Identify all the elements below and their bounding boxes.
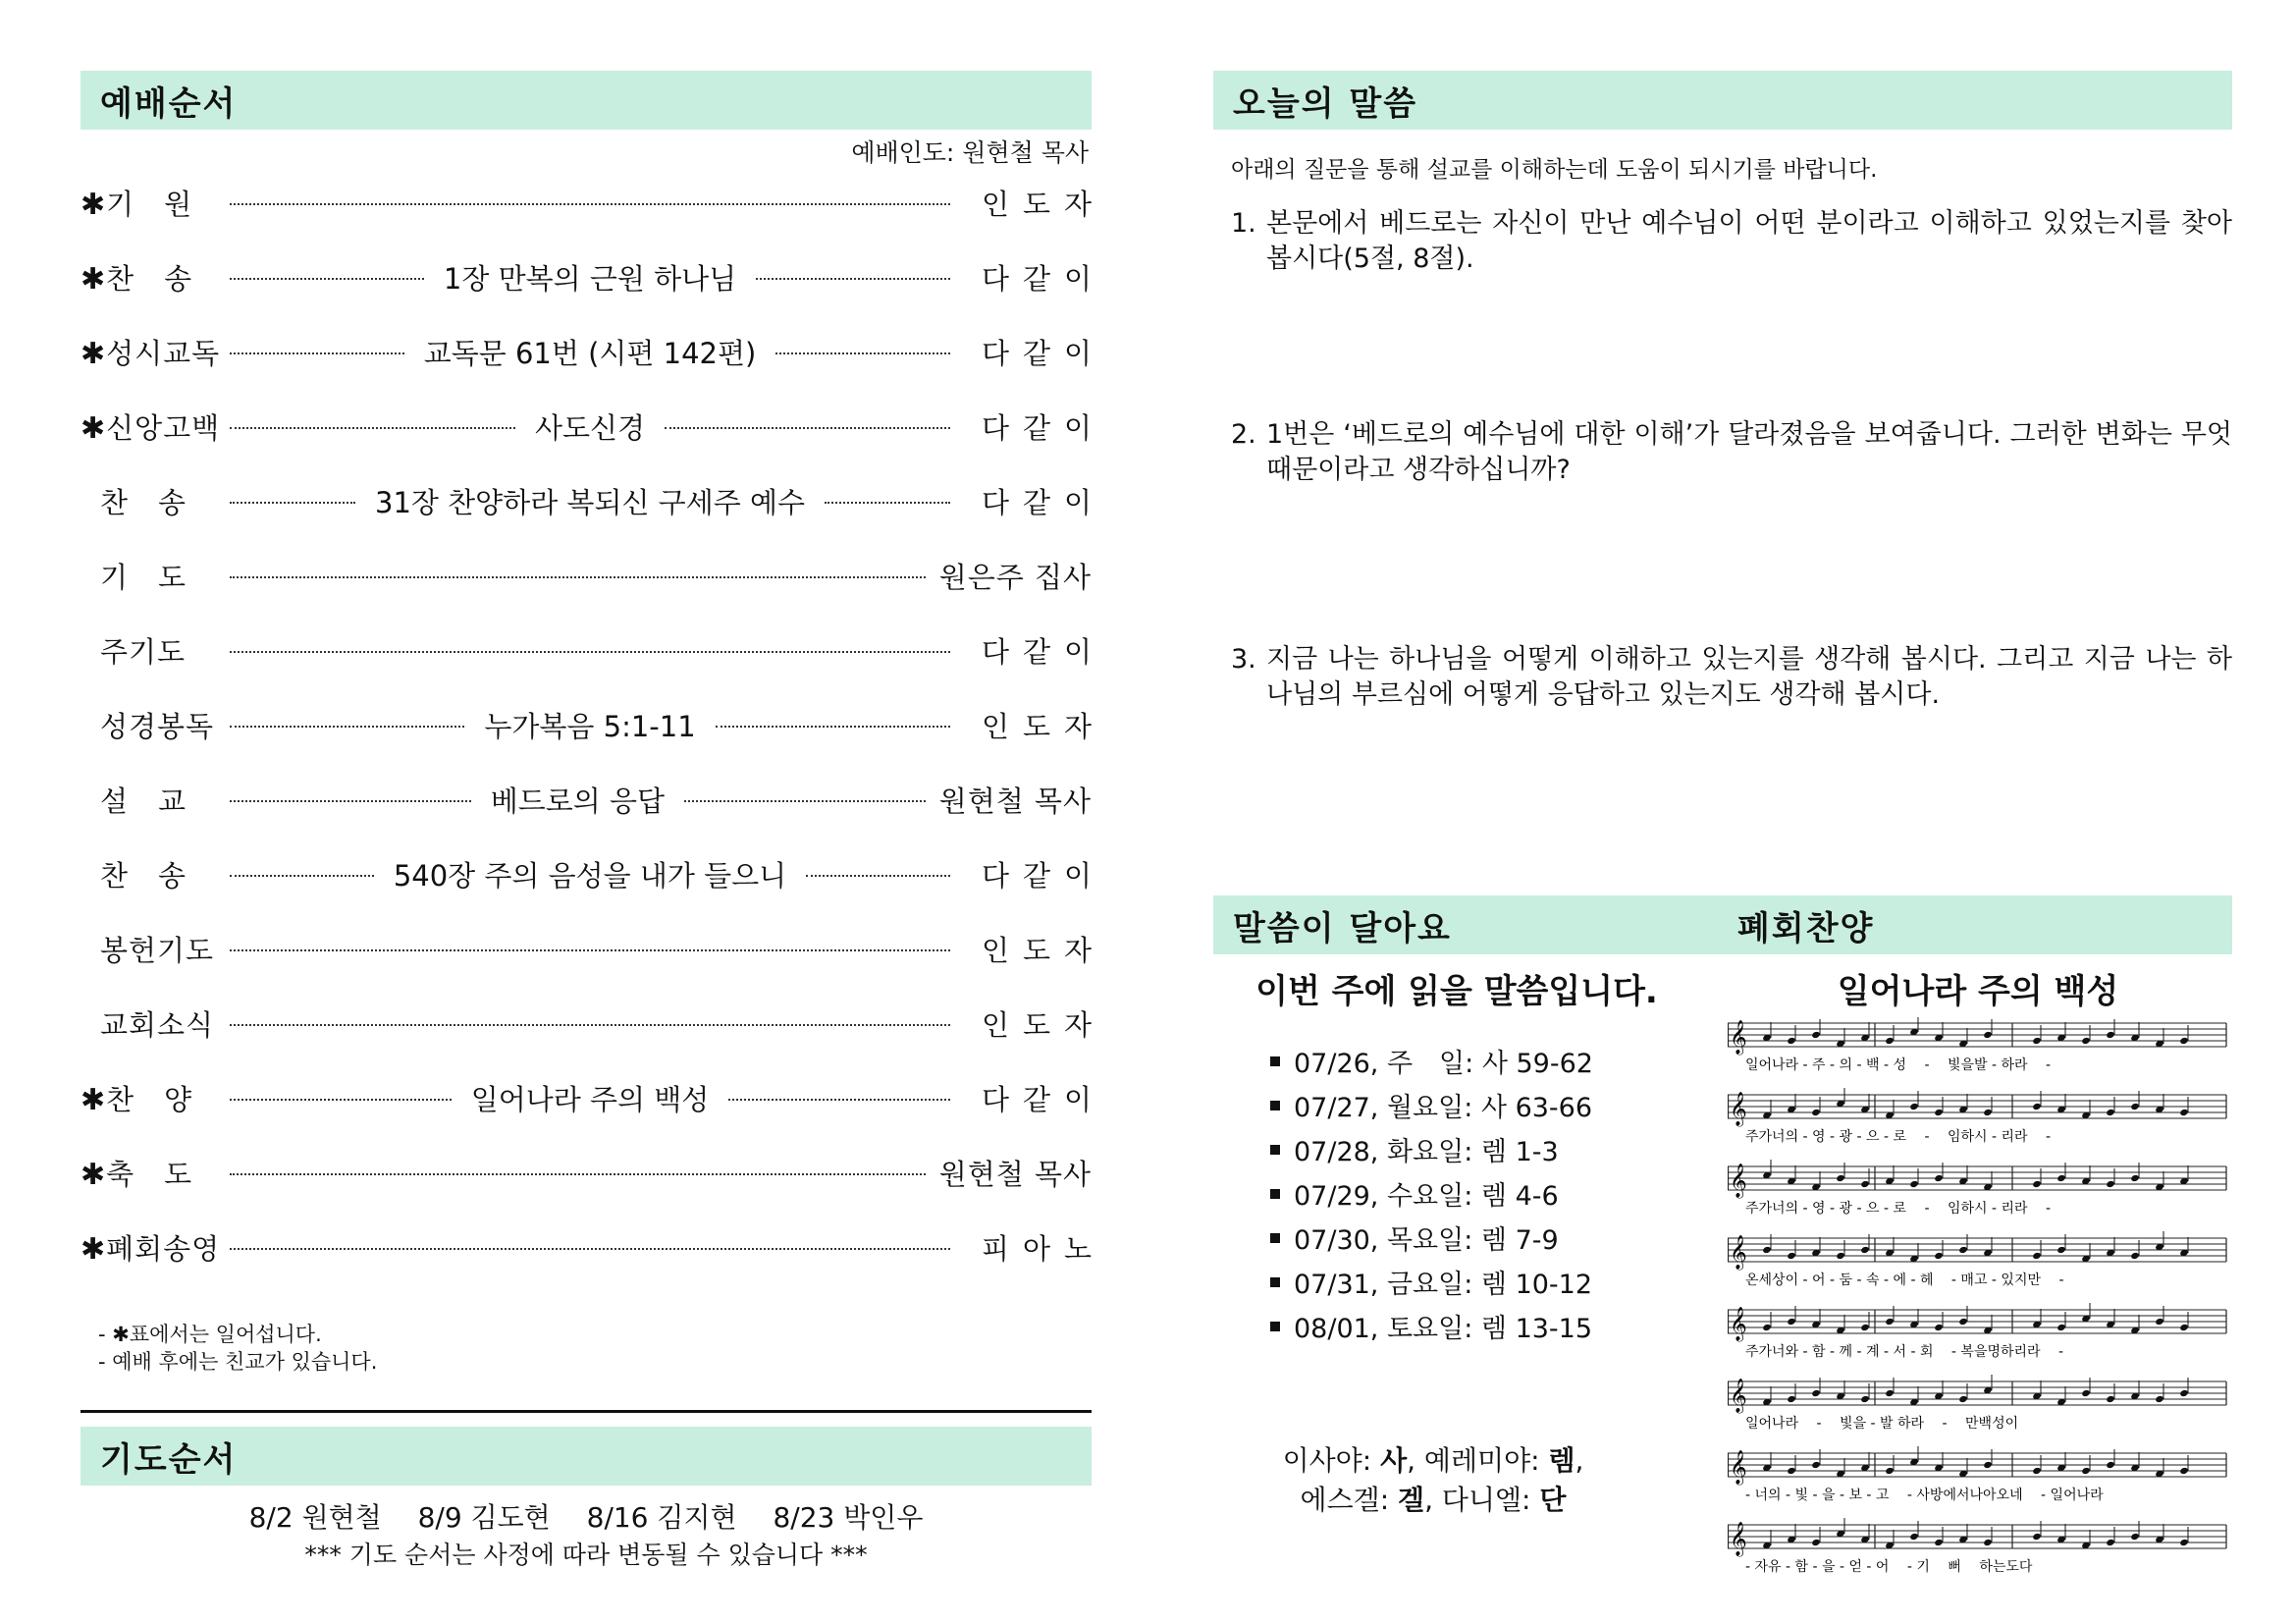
- leader-dots: [230, 800, 471, 802]
- dotted-leader: [230, 481, 950, 521]
- hymn-lyric-line: 온세상이 - 어 - 둠 - 속 - 에 - 헤 - 매고 - 있지만 -: [1745, 1272, 2064, 1288]
- worship-item-label: 폐회송영: [106, 1231, 221, 1266]
- worship-item-detail: 누가복음 5:1-11: [484, 709, 696, 743]
- music-staff: [1728, 1160, 2226, 1217]
- bullet-icon: [1270, 1101, 1280, 1110]
- worship-item-leader: [939, 780, 1092, 820]
- worship-item-leader-text: 인도자: [981, 1007, 1105, 1042]
- leader-dots: [230, 1173, 926, 1175]
- question-text: 1번은 ‘베드로의 예수님에 대한 이해’가 달라졌음을 보여줍니다. 그러한 변화는 무엇 때문이라고 생각하십니까?: [1266, 419, 2232, 485]
- worship-order-title: 예배순서: [100, 83, 238, 124]
- reading-item: [1270, 1260, 1593, 1304]
- worship-order-row: [80, 929, 1105, 968]
- reading-item: [1270, 1127, 1593, 1171]
- worship-item-leader-text: 다같이: [981, 858, 1105, 893]
- reading-item: [1270, 1083, 1593, 1127]
- reading-item: [1270, 1039, 1593, 1083]
- worship-item-detail: 31장 찬양하라 복되신 구세주 예수: [375, 485, 805, 519]
- dotted-leader: [230, 780, 926, 820]
- question-text: 지금 나는 하나님을 어떻게 이해하고 있는지를 생각해 봅시다. 그리고 지금 나는 하나님의 부르심에 어떻게 응답하고 있는지도 생각해 봅시다.: [1266, 644, 2232, 710]
- worship-item-name: [80, 257, 218, 298]
- worship-item-label: 성시교독: [106, 336, 221, 370]
- dotted-leader: [230, 199, 950, 205]
- worship-item-leader: [964, 630, 1105, 671]
- leader-dots: [230, 278, 424, 280]
- bullet-icon: [1270, 1233, 1280, 1243]
- worship-item-leader: [964, 1227, 1105, 1268]
- reading-text: 07/31, 금요일: 렘 10-12: [1294, 1270, 1593, 1300]
- dotted-leader: [230, 1078, 950, 1118]
- reading-item: [1270, 1304, 1593, 1348]
- prayer-order-header: [80, 1427, 1092, 1486]
- bible-reading-header: [1213, 895, 2232, 954]
- treble-clef-icon: 𝄞: [1730, 1092, 1747, 1126]
- leader-dots: [230, 427, 515, 429]
- worship-order-row: [80, 406, 1105, 446]
- leader-dots: [230, 203, 950, 205]
- worship-item-leader-text: 피아노: [981, 1231, 1105, 1266]
- worship-item-leader-text: 인도자: [981, 187, 1105, 221]
- worship-item-leader-text: 원현철 목사: [938, 1157, 1092, 1191]
- worship-order-row: [80, 183, 1105, 222]
- worship-item-name: [80, 406, 221, 447]
- prayer-notice: *** 기도 순서는 사정에 따라 변동될 수 있습니다 ***: [304, 1541, 868, 1569]
- worship-item-label: 봉헌기도: [100, 933, 215, 967]
- abbrev-text: ,: [1575, 1444, 1584, 1477]
- worship-item-label: 기 원: [106, 187, 193, 221]
- abbrev-text: 이사야:: [1282, 1444, 1381, 1477]
- worship-item-name: [80, 556, 218, 596]
- prayer-order-title: 기도순서: [100, 1439, 238, 1480]
- worship-item-detail: 540장 주의 음성을 내가 들으니: [393, 858, 787, 893]
- music-staff: [1728, 1375, 2226, 1432]
- dotted-leader: [230, 257, 950, 298]
- music-staff: [1728, 1446, 2226, 1503]
- question-item: [1231, 642, 2232, 713]
- hymn-lyric-line: 일어나라 - 빛을 - 발 하라 - 만백성이: [1745, 1416, 2019, 1432]
- reading-text: 07/30, 목요일: 렘 7-9: [1294, 1225, 1559, 1256]
- worship-order-row: [80, 705, 1105, 744]
- bible-reading-title: 말씀이 달아요: [1233, 908, 1452, 948]
- worship-order-row: [80, 481, 1105, 520]
- worship-order-row: [80, 332, 1105, 371]
- worship-item-leader: [964, 257, 1105, 298]
- abbrev-text: , 다니엘:: [1424, 1484, 1540, 1516]
- worship-item-leader: [964, 929, 1105, 969]
- reading-list: [1270, 1039, 1593, 1348]
- worship-item-leader-text: 다같이: [981, 1082, 1105, 1116]
- hymn-lyric-line: 주가너의 - 영 - 광 - 으 - 로 - 임하시 - 리라 -: [1745, 1201, 2052, 1217]
- leader-dots: [230, 726, 464, 728]
- treble-clef-icon: 𝄞: [1730, 1522, 1747, 1556]
- worship-item-label: 기 도: [100, 560, 187, 594]
- worship-item-label: 찬 송: [106, 261, 193, 296]
- leader-dots: [230, 949, 950, 951]
- dotted-leader: [230, 572, 926, 578]
- worship-item-label: 찬 송: [100, 858, 187, 893]
- music-staff: [1728, 1303, 2226, 1360]
- abbrev-short: 렘: [1548, 1444, 1575, 1477]
- hymn-lyric-line: - 너의 - 빛 - 을 - 보 - 고 - 사방에서나아오네 - 일어나라: [1745, 1488, 2104, 1503]
- worship-order-row: [80, 1003, 1105, 1043]
- leader-dots: [230, 875, 374, 877]
- standing-star: ✱: [80, 261, 107, 297]
- worship-item-leader: [939, 1153, 1092, 1193]
- bullet-icon: [1270, 1322, 1280, 1331]
- worship-item-name: [80, 183, 218, 223]
- worship-item-name: [80, 1003, 218, 1044]
- bullet-icon: [1270, 1189, 1280, 1199]
- worship-order-row: [80, 854, 1105, 893]
- music-staff: [1728, 1088, 2226, 1145]
- dotted-leader: [230, 705, 950, 745]
- worship-item-name: [80, 481, 218, 521]
- abbrev-text: 에스겔:: [1300, 1484, 1399, 1516]
- leader-dots: [230, 502, 355, 504]
- question-text: 본문에서 베드로는 자신이 만난 예수님이 어떤 분이라고 이해하고 있었는지를 찾아봅시다(5절, 8절).: [1266, 208, 2232, 274]
- worship-item-leader: [964, 705, 1105, 745]
- reading-text: 07/28, 화요일: 렘 1-3: [1294, 1137, 1559, 1167]
- worship-item-leader: [964, 1003, 1105, 1044]
- worship-item-label: 설 교: [100, 784, 187, 818]
- abbrev-short: 겔: [1398, 1484, 1425, 1516]
- hymn-lyric-line: 주가너의 - 영 - 광 - 으 - 로 - 임하시 - 리라 -: [1745, 1129, 2052, 1145]
- question-number: 3.: [1231, 644, 1256, 675]
- abbrev-short: 단: [1539, 1484, 1567, 1516]
- leader-dots: [665, 427, 950, 429]
- worship-item-detail: 사도신경: [534, 410, 646, 445]
- worship-item-name: [80, 854, 218, 894]
- leader-dots: [230, 352, 404, 354]
- leader-dots: [230, 576, 926, 578]
- worship-item-leader-text: 인도자: [981, 933, 1105, 967]
- leader-dots: [775, 352, 950, 354]
- standing-star: ✱: [80, 187, 107, 222]
- abbrev-text: , 예레미야:: [1407, 1444, 1549, 1477]
- worship-item-leader: [964, 1078, 1105, 1118]
- worship-notes: [98, 1321, 377, 1376]
- worship-note: - 예배 후에는 친교가 있습니다.: [98, 1350, 378, 1374]
- treble-clef-icon: 𝄞: [1730, 1020, 1747, 1055]
- worship-item-label: 축 도: [106, 1157, 193, 1191]
- worship-item-detail: 교독문 61번 (시편 142편): [423, 336, 757, 370]
- dotted-leader: [230, 1244, 950, 1250]
- worship-item-label: 교회소식: [100, 1007, 215, 1042]
- worship-item-name: [80, 1078, 218, 1118]
- leader-dots: [756, 278, 950, 280]
- reading-text: 07/27, 월요일: 사 63-66: [1294, 1093, 1593, 1123]
- worship-item-leader: [964, 332, 1105, 372]
- worship-item-name: [80, 1153, 218, 1193]
- worship-item-leader-text: 인도자: [981, 709, 1105, 743]
- dotted-leader: [230, 647, 950, 653]
- worship-item-name: [80, 630, 218, 671]
- bullet-icon: [1270, 1145, 1280, 1155]
- worship-order-row: [80, 630, 1105, 670]
- worship-item-detail: 베드로의 응답: [490, 784, 666, 818]
- question-item: [1231, 206, 2232, 277]
- leader-dots: [806, 875, 950, 877]
- worship-order-row: [80, 1153, 1092, 1192]
- hymn-sheet-music: [1728, 1017, 2228, 1587]
- book-abbreviations: [1217, 1441, 1649, 1520]
- worship-item-name: [80, 1227, 221, 1268]
- worship-item-leader-text: 원은주 집사: [938, 560, 1092, 594]
- worship-item-label: 찬 송: [100, 485, 187, 519]
- worship-item-label: 성경봉독: [100, 709, 215, 743]
- worship-item-name: [80, 780, 218, 820]
- hymn-song-title: 일어나라 주의 백성: [1837, 972, 2119, 1011]
- reading-text: 07/26, 주 일: 사 59-62: [1294, 1049, 1593, 1079]
- worship-item-leader-text: 다같이: [981, 410, 1105, 445]
- worship-item-leader-text: 다같이: [981, 261, 1105, 296]
- worship-item-detail: 1장 만복의 근원 하나님: [443, 261, 737, 296]
- dotted-leader: [230, 854, 950, 894]
- todays-word-header: [1213, 71, 2232, 130]
- worship-item-leader: [939, 556, 1092, 596]
- leader-dots: [684, 800, 926, 802]
- standing-star: ✱: [80, 410, 107, 446]
- prayer-schedule: 8/2 원현철 8/9 김도현 8/16 김지현 8/23 박인우: [248, 1501, 924, 1534]
- worship-item-name: [80, 705, 218, 745]
- music-staff: [1728, 1017, 2226, 1073]
- standing-star: ✱: [80, 1231, 107, 1267]
- dotted-leader: [230, 332, 950, 372]
- reading-item: [1270, 1171, 1593, 1216]
- standing-star: ✱: [80, 1157, 107, 1192]
- music-staff: [1728, 1231, 2226, 1288]
- standing-star: ✱: [80, 1082, 107, 1117]
- hymn-lyric-line: 일어나라 - 주 - 의 - 백 - 성 - 빛을발 - 하라 -: [1745, 1057, 2052, 1073]
- worship-item-leader-text: 다같이: [981, 336, 1105, 370]
- worship-item-label: 찬 양: [106, 1082, 193, 1116]
- treble-clef-icon: 𝄞: [1730, 1164, 1747, 1198]
- treble-clef-icon: 𝄞: [1730, 1235, 1747, 1270]
- worship-leader-note: 예배인도: 원현철 목사: [851, 138, 1089, 167]
- question-item: [1231, 417, 2232, 488]
- reading-text: 07/29, 수요일: 렘 4-6: [1294, 1181, 1559, 1212]
- worship-order-row: [80, 556, 1092, 595]
- leader-dots: [230, 1024, 950, 1026]
- dotted-leader: [230, 1020, 950, 1026]
- dotted-leader: [230, 406, 950, 447]
- treble-clef-icon: 𝄞: [1730, 1307, 1747, 1341]
- worship-note: - ✱표에서는 일어섭니다.: [98, 1323, 322, 1346]
- section-divider: [80, 1410, 1092, 1413]
- todays-word-title: 오늘의 말씀: [1233, 83, 1418, 124]
- bible-reading-subtitle: 이번 주에 읽을 말씀입니다.: [1255, 972, 1658, 1011]
- leader-dots: [825, 502, 950, 504]
- music-staff: [1728, 1518, 2226, 1575]
- worship-order-header: [80, 71, 1092, 130]
- abbrev-line: [1217, 1441, 1649, 1481]
- leader-dots: [716, 726, 950, 728]
- worship-item-leader: [964, 481, 1105, 521]
- leader-dots: [230, 1099, 452, 1101]
- worship-item-leader: [964, 406, 1105, 447]
- bullet-icon: [1270, 1277, 1280, 1287]
- hymn-lyric-line: 주가너와 - 함 - 께 - 계 - 서 - 회 - 복을명하리라 -: [1745, 1344, 2064, 1360]
- worship-item-detail: 일어나라 주의 백성: [470, 1082, 710, 1116]
- treble-clef-icon: 𝄞: [1730, 1379, 1747, 1413]
- reading-text: 08/01, 토요일: 렘 13-15: [1294, 1314, 1593, 1344]
- treble-clef-icon: 𝄞: [1730, 1450, 1747, 1485]
- reading-item: [1270, 1216, 1593, 1260]
- worship-item-leader: [964, 854, 1105, 894]
- closing-hymn-title: 폐회찬양: [1737, 908, 1875, 948]
- worship-item-leader-text: 다같이: [981, 634, 1105, 669]
- abbrev-short: 사: [1380, 1444, 1408, 1477]
- dotted-leader: [230, 1169, 926, 1175]
- leader-dots: [230, 1248, 950, 1250]
- abbrev-line: [1217, 1481, 1649, 1520]
- dotted-leader: [230, 946, 950, 951]
- worship-item-label: 신앙고백: [106, 410, 221, 445]
- question-number: 2.: [1231, 419, 1256, 450]
- worship-order-row: [80, 1078, 1105, 1117]
- todays-word-intro: 아래의 질문을 통해 설교를 이해하는데 도움이 되시기를 바랍니다.: [1231, 157, 1878, 183]
- leader-dots: [230, 651, 950, 653]
- leader-dots: [728, 1099, 950, 1101]
- worship-item-label: 주기도: [100, 634, 187, 669]
- worship-item-leader-text: 다같이: [981, 485, 1105, 519]
- worship-order-row: [80, 257, 1105, 297]
- worship-item-leader-text: 원현철 목사: [938, 784, 1092, 818]
- standing-star: ✱: [80, 336, 107, 371]
- worship-item-name: [80, 332, 221, 372]
- worship-item-leader: [964, 183, 1105, 223]
- worship-item-name: [80, 929, 218, 969]
- worship-order-row: [80, 780, 1092, 819]
- bullet-icon: [1270, 1056, 1280, 1066]
- hymn-lyric-line: - 자유 - 함 - 을 - 얻 - 어 - 기 뻐 하는도다: [1745, 1559, 2033, 1575]
- worship-order-row: [80, 1227, 1105, 1267]
- question-number: 1.: [1231, 208, 1256, 239]
